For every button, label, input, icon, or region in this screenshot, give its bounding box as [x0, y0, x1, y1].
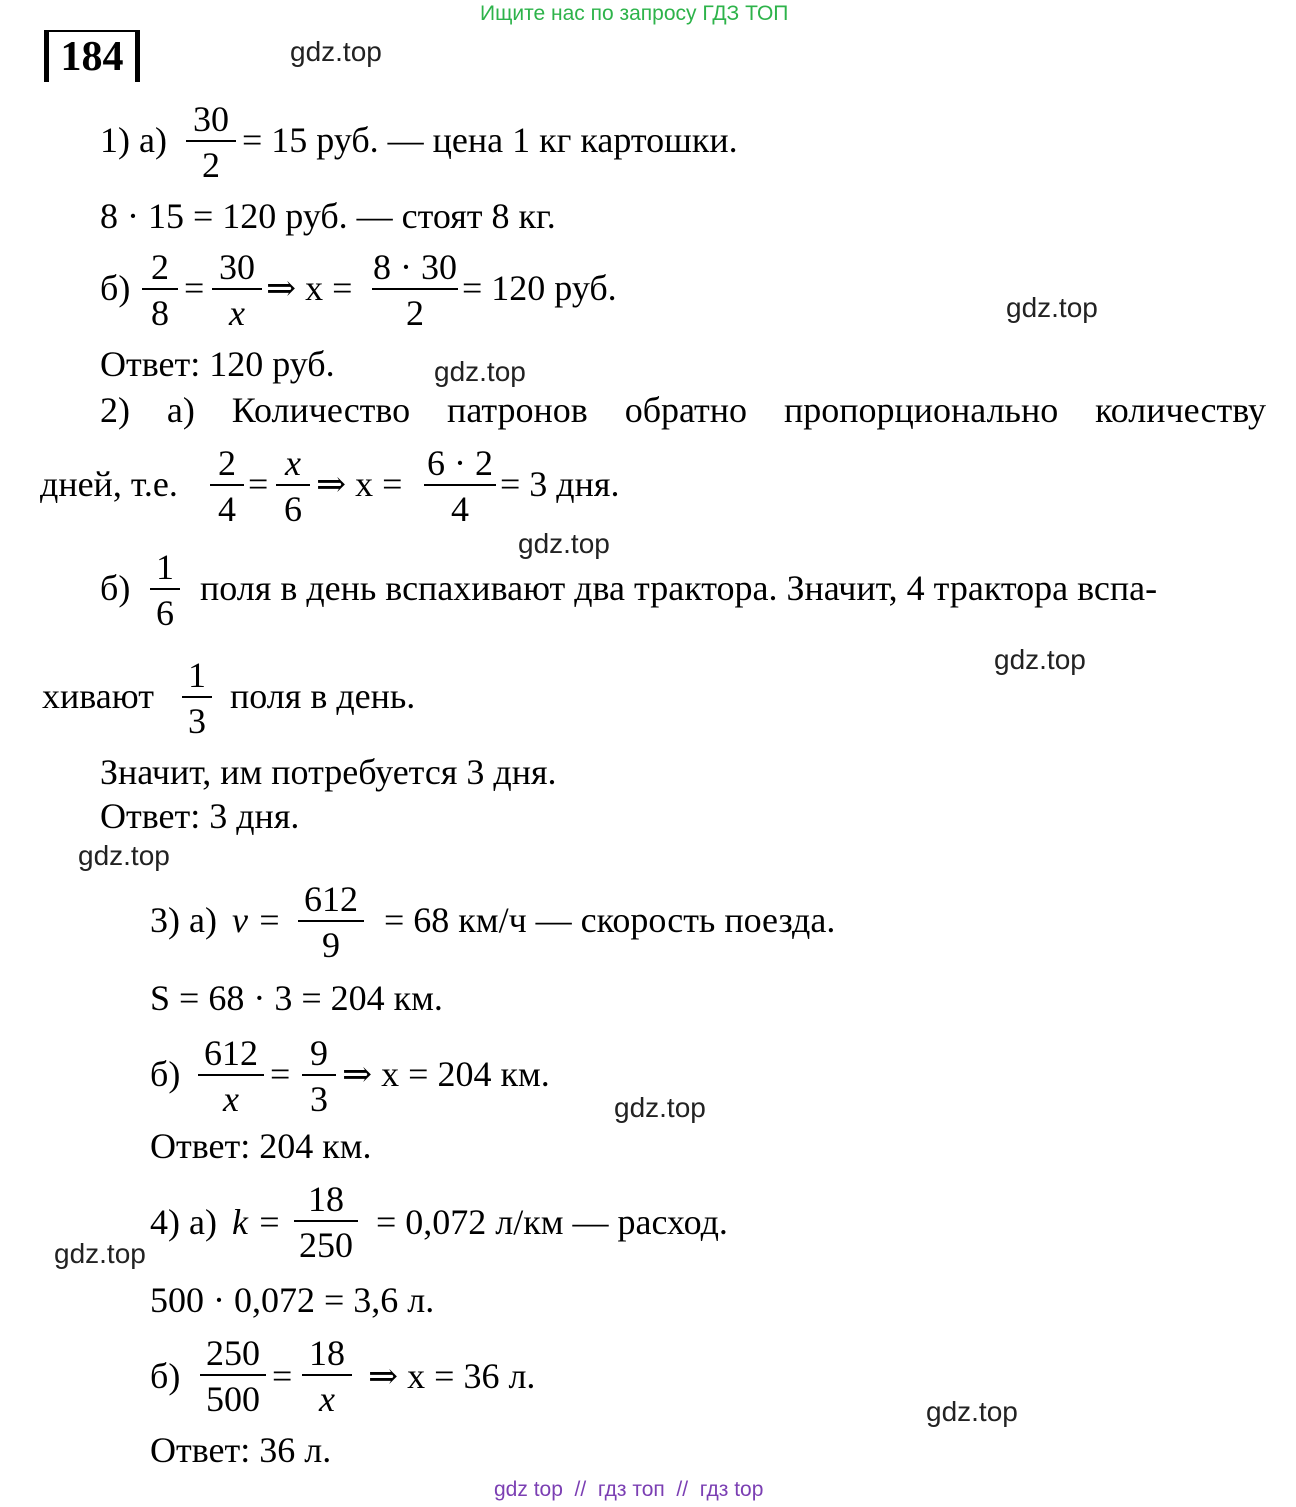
fraction-numerator: 1	[156, 547, 174, 587]
fraction-denominator: 2	[202, 145, 220, 185]
p3-line-2: S = 68 · 3 = 204 км.	[150, 978, 443, 1018]
fraction-denominator: 9	[322, 925, 340, 965]
fraction-denominator: 2	[406, 293, 424, 333]
p1-a-label: 1) а)	[100, 120, 167, 160]
fraction-denominator: 4	[451, 489, 469, 529]
fraction-numerator: 18	[309, 1333, 345, 1373]
fraction-denominator: 3	[188, 701, 206, 741]
fraction-numerator: 30	[193, 99, 229, 139]
p1-b-result: = 120 руб.	[462, 268, 617, 308]
p1-b-eq: =	[184, 268, 205, 308]
p3-answer: Ответ: 204 км.	[150, 1126, 372, 1166]
search-banner: Ищите нас по запросу ГДЗ ТОП	[480, 2, 789, 25]
p2-a-eq: =	[248, 464, 269, 504]
p4-a-fraction	[294, 1180, 358, 1264]
p4-b-fraction-1	[200, 1334, 266, 1418]
p4-b-label: б)	[150, 1356, 181, 1396]
fraction-bar	[276, 484, 310, 486]
fraction-bar	[302, 1074, 336, 1076]
p2-b-label: б)	[100, 568, 131, 608]
p3-a-text: = 68 км/ч — скорость поезда.	[384, 900, 836, 940]
p3-b-eq: =	[270, 1054, 291, 1094]
p2-a-prefix: дней, т.е.	[40, 464, 178, 504]
fraction-bar	[294, 1220, 358, 1222]
footer-links: gdz top // гдз топ // гдз top	[494, 1478, 764, 1501]
p1-b-label: б)	[100, 268, 131, 308]
fraction-numerator: 1	[188, 655, 206, 695]
p3-b-result: ⇒ x = 204 км.	[342, 1054, 550, 1094]
p2-a-line-1: 2) а) Количество патронов обратно пропорционально количеству	[100, 390, 1266, 430]
watermark: gdz.top	[614, 1092, 706, 1123]
fraction-numerator: 2	[151, 247, 169, 287]
fraction-bar	[200, 1374, 266, 1376]
fraction-bar	[210, 484, 244, 486]
fraction-numerator: 8 · 30	[373, 247, 457, 287]
fraction-numerator: 2	[218, 443, 236, 483]
p2-c-text: поля в день.	[230, 676, 416, 716]
p3-b-fraction-2	[302, 1034, 336, 1118]
fraction-bar	[298, 920, 364, 922]
p2-b-fraction	[150, 548, 180, 632]
p4-answer: Ответ: 36 л.	[150, 1430, 332, 1470]
p4-a-text: = 0,072 л/км — расход.	[376, 1202, 728, 1242]
p2-need-line: Значит, им потребуется 3 дня.	[100, 752, 557, 792]
fraction-denominator: x	[223, 1079, 239, 1119]
p1-b-implies: ⇒ x =	[266, 268, 353, 308]
p3-b-label: б)	[150, 1054, 181, 1094]
fraction-numerator: 612	[204, 1033, 258, 1073]
p1-a-fraction	[186, 100, 236, 184]
fraction-numerator: 9	[310, 1033, 328, 1073]
p2-a-implies: ⇒ x =	[316, 464, 403, 504]
p4-a-variable: k =	[232, 1202, 282, 1242]
watermark: gdz.top	[54, 1238, 146, 1269]
p4-a-label: 4) а)	[150, 1202, 217, 1242]
watermark: gdz.top	[78, 840, 170, 871]
fraction-bar	[150, 588, 180, 590]
fraction-numerator: 18	[308, 1179, 344, 1219]
watermark: gdz.top	[1006, 292, 1098, 323]
fraction-denominator: 250	[299, 1225, 353, 1265]
fraction-denominator: 6	[156, 593, 174, 633]
fraction-denominator: 8	[151, 293, 169, 333]
p1-b-fraction-1	[142, 248, 178, 332]
watermark: gdz.top	[434, 356, 526, 387]
p1-a-text: = 15 руб. — цена 1 кг картошки.	[242, 120, 738, 160]
fraction-denominator: 4	[218, 489, 236, 529]
fraction-numerator: 612	[304, 879, 358, 919]
p2-answer: Ответ: 3 дня.	[100, 796, 300, 836]
p2-a-fraction-1	[210, 444, 244, 528]
p4-b-result: ⇒ x = 36 л.	[368, 1356, 536, 1396]
watermark: gdz.top	[518, 528, 610, 559]
fraction-numerator: 6 · 2	[427, 443, 493, 483]
problem-number: 184	[44, 30, 140, 82]
fraction-bar	[372, 288, 458, 290]
fraction-numerator: 250	[206, 1333, 260, 1373]
fraction-bar	[186, 140, 236, 142]
p3-a-fraction	[298, 880, 364, 964]
p2-a-fraction-3	[424, 444, 496, 528]
fraction-bar	[302, 1374, 352, 1376]
fraction-bar	[182, 696, 212, 698]
fraction-numerator: x	[285, 443, 301, 483]
fraction-bar	[212, 288, 262, 290]
p3-b-fraction-1	[198, 1034, 264, 1118]
p3-a-label: 3) а)	[150, 900, 217, 940]
fraction-bar	[142, 288, 178, 290]
p1-answer: Ответ: 120 руб.	[100, 344, 335, 384]
p2-c-fraction	[182, 656, 212, 740]
p2-a-fraction-2	[276, 444, 310, 528]
p2-c-prefix: хивают	[42, 676, 154, 716]
fraction-denominator: 3	[310, 1079, 328, 1119]
fraction-denominator: 6	[284, 489, 302, 529]
p1-b-fraction-3	[372, 248, 458, 332]
p4-b-eq: =	[272, 1356, 293, 1396]
watermark: gdz.top	[290, 36, 382, 67]
fraction-bar	[424, 484, 496, 486]
fraction-denominator: 500	[206, 1379, 260, 1419]
p3-a-variable: v =	[232, 900, 282, 940]
p2-a-result: = 3 дня.	[500, 464, 620, 504]
p4-b-fraction-2	[302, 1334, 352, 1418]
p1-line-2: 8 · 15 = 120 руб. — стоят 8 кг.	[100, 196, 556, 236]
fraction-denominator: x	[229, 293, 245, 333]
fraction-numerator: 30	[219, 247, 255, 287]
watermark: gdz.top	[926, 1396, 1018, 1427]
p2-b-text: поля в день вспахивают два трактора. Значит, 4 трактора вспа-	[200, 568, 1158, 608]
p1-b-fraction-2	[212, 248, 262, 332]
fraction-bar	[198, 1074, 264, 1076]
fraction-denominator: x	[319, 1379, 335, 1419]
p4-line-2: 500 · 0,072 = 3,6 л.	[150, 1280, 435, 1320]
watermark: gdz.top	[994, 644, 1086, 675]
